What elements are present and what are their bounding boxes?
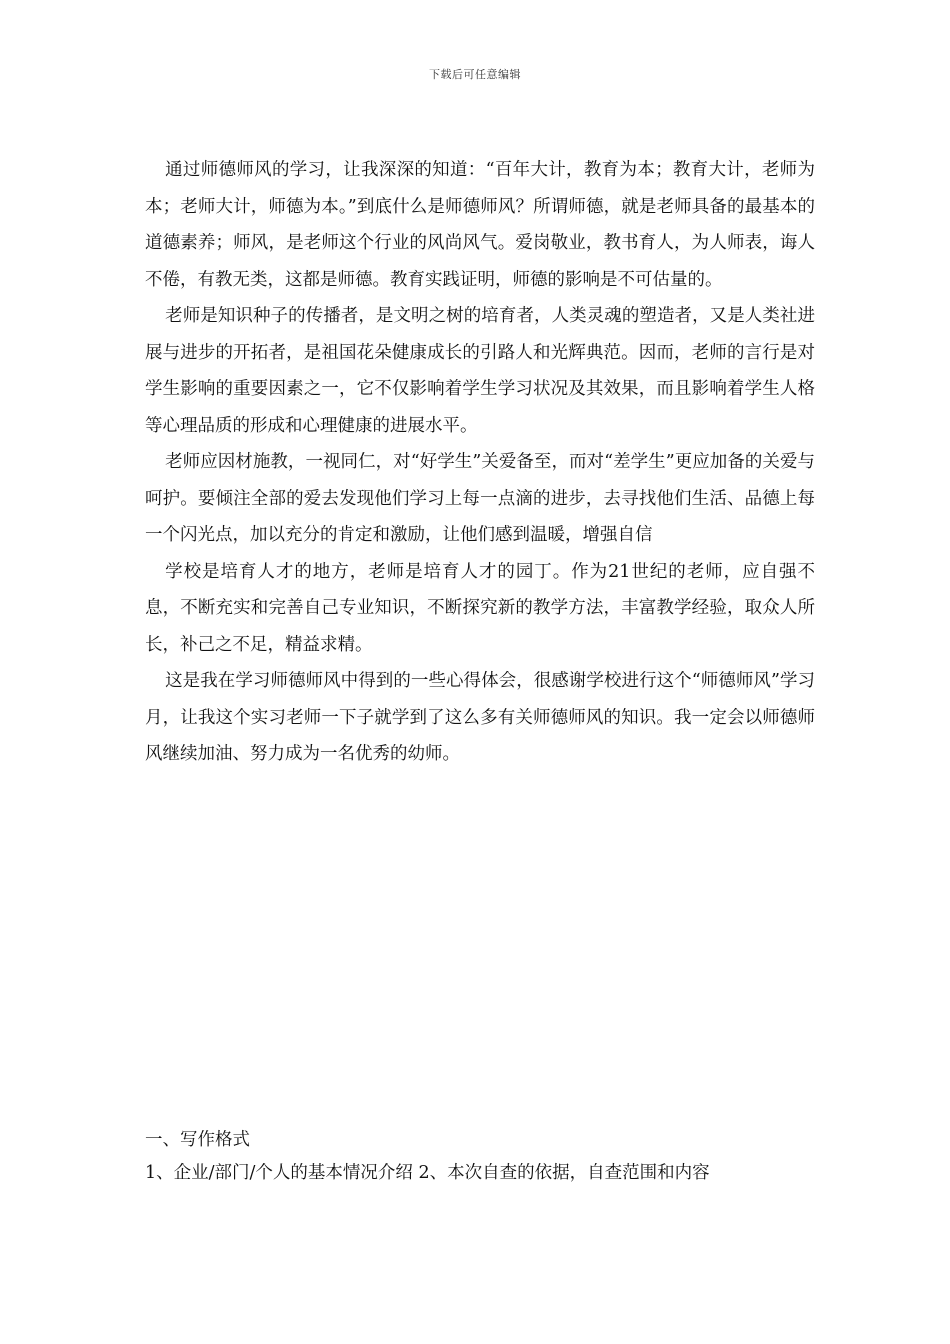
writing-format-section: [145, 1124, 845, 1190]
paragraph-3: 老师应因材施教，一视同仁，对“好学生”关爱备至，而对“差学生”更应加备的关爱与呵护。要倾注全部的爱去发现他们学习上每一点滴的进步，去寻找他们生活、品德上每一个闪光点，加以充分的肯定和激励，让他们感到温暖，增强自信: [145, 452, 815, 545]
section-heading: 一、写作格式: [145, 1130, 250, 1150]
paragraph-5: 这是我在学习师德师风中得到的一些心得体会，很感谢学校进行这个“师德师风”学习月，让我这个实习老师一下子就学到了这么多有关师德师风的知识。我一定会以师德师风继续加油、努力成为一名优秀的幼师。: [145, 671, 815, 764]
section-line: 1、企业/部门/个人的基本情况介绍 2、本次自查的依据，自查范围和内容: [145, 1163, 710, 1183]
paragraph-4: 学校是培育人才的地方，老师是培育人才的园丁。作为21世纪的老师，应自强不息，不断充实和完善自己专业知识，不断探究新的教学方法，丰富教学经验，取众人所长，补己之不足，精益求精。: [145, 561, 815, 655]
header-note: 下载后可任意编辑: [429, 68, 521, 81]
paragraph-1: 通过师德师风的学习，让我深深的知道：“百年大计，教育为本；教育大计，老师为本；老师大计，师德为本。”到底什么是师德师风？所谓师德，就是老师具备的最基本的道德素养；师风，是老师这个行业的风尚风气。爱岗敬业，教书育人，为人师表，诲人不倦，有教无类，这都是师德。教育实践证明，师德的影响是不可估量的。: [145, 160, 815, 290]
paragraph-2: 老师是知识种子的传播者，是文明之树的培育者，人类灵魂的塑造者，又是人类社进展与进步的开拓者，是祖国花朵健康成长的引路人和光辉典范。因而，老师的言行是对学生影响的重要因素之一，它不仅影响着学生学习状况及其效果，而且影响着学生人格等心理品质的形成和心理健康的进展水平。: [145, 306, 815, 436]
essay-body: [145, 152, 815, 773]
